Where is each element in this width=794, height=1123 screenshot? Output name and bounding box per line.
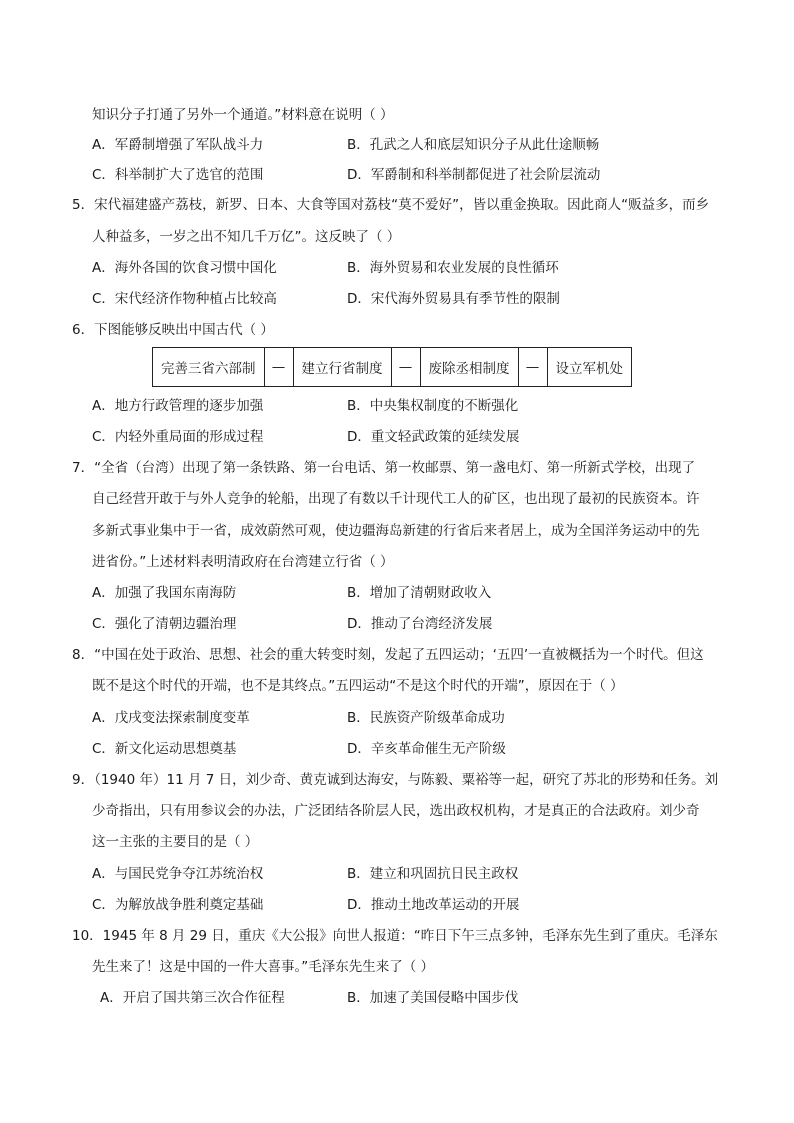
- q6-option-c: C．内轻外重局面的形成过程: [92, 429, 264, 445]
- q9-option-a: A．与国民党争夺江苏统治权: [92, 866, 264, 882]
- question-5-stem: 5．宋代福建盛产荔枝，新罗、日本、大食等国对荔枝“莫不爱好”，皆以重金换取。因此商人“贩益多，而乡: [72, 197, 710, 213]
- q8-option-c: C．新文化运动思想奠基: [92, 741, 237, 757]
- flow-dash-3: —: [519, 347, 547, 387]
- q5-option-d: D．宋代海外贸易具有季节性的限制: [347, 291, 560, 307]
- question-6-stem: 6．下图能够反映出中国古代（ ）: [72, 322, 274, 338]
- question-8-stem-cont: 既不是这个时代的开端，也不是其终点。”五四运动“不是这个时代的开端”，原因在于（ ）: [92, 678, 624, 694]
- q7-option-b: B．增加了清朝财政收入: [347, 585, 492, 601]
- question-9-stem-cont: 这一主张的主要目的是（ ）: [92, 834, 259, 850]
- q7-option-d: D．推动了台湾经济发展: [347, 616, 493, 632]
- q5-option-b: B．海外贸易和农业发展的良性循环: [347, 260, 559, 276]
- question-7-stem-cont: 进省份。”上述材料表明清政府在台湾建立行省（ ）: [92, 554, 394, 570]
- q5-option-c: C．宋代经济作物种植占比较高: [92, 291, 277, 307]
- option-d: D．军爵制和科举制都促进了社会阶层流动: [347, 167, 601, 183]
- q6-option-b: B．中央集权制度的不断强化: [347, 398, 519, 414]
- flow-dash-2: —: [392, 347, 420, 387]
- flow-box-2: 建立行省制度: [293, 347, 392, 387]
- question-5-stem-cont: 人种益多，一岁之出不知几千万亿”。这反映了（ ）: [92, 229, 401, 245]
- question-9-stem-cont: 少奇指出，只有用参议会的办法，广泛团结各阶层人民，选出政权机构，才是真正的合法政府。刘少奇: [92, 803, 700, 819]
- question-7-stem: 7．“全省（台湾）出现了第一条铁路、第一台电话、第一枚邮票、第一盏电灯、第一所新式学校，出现了: [72, 460, 696, 476]
- q6-option-d: D．重文轻武政策的延续发展: [347, 429, 520, 445]
- q10-option-b: B．加速了美国侵略中国步伐: [347, 990, 519, 1006]
- question-7-stem-cont: 多新式事业集中于一省，成效蔚然可观，使边疆海岛新建的行省后来者居上，成为全国洋务运动中的先: [92, 523, 700, 539]
- flow-box-3: 废除丞相制度: [420, 347, 519, 387]
- q8-option-b: B．民族资产阶级革命成功: [347, 710, 505, 726]
- question-8-stem: 8．“中国在处于政治、思想、社会的重大转变时刻，发起了五四运动；‘五四’一直被概括为一个时代。但这: [72, 647, 704, 663]
- flow-box-1: 完善三省六部制: [152, 347, 265, 387]
- q10-option-a: A．开启了国共第三次合作征程: [100, 990, 285, 1006]
- option-c: C．科举制扩大了选官的范围: [92, 167, 264, 183]
- q6-flow-diagram: [152, 347, 632, 387]
- q9-option-c: C．为解放战争胜利奠定基础: [92, 897, 264, 913]
- q6-option-a: A．地方行政管理的逐步加强: [92, 398, 264, 414]
- q9-option-d: D．推动土地改革运动的开展: [347, 897, 520, 913]
- question-10-stem-cont: 先生来了！这是中国的一件大喜事。”毛泽东先生来了（ ）: [92, 959, 435, 975]
- q5-option-a: A．海外各国的饮食习惯中国化: [92, 260, 277, 276]
- q7-option-c: C．强化了清朝边疆治理: [92, 616, 237, 632]
- q8-option-d: D．辛亥革命催生无产阶级: [347, 741, 506, 757]
- flow-box-4: 设立军机处: [547, 347, 633, 387]
- question-9-stem: 9．（1940 年）11 月 7 日，刘少奇、黄克诚到达海安，与陈毅、粟裕等一起，研究了苏北的形势和任务。刘: [72, 772, 719, 788]
- question-10-stem: 10．1945 年 8 月 29 日，重庆《大公报》向世人报道：“昨日下午三点多钟，毛泽东先生到了重庆。毛泽东: [72, 928, 718, 944]
- q8-option-a: A．戊戌变法探索制度变革: [92, 710, 250, 726]
- option-a: A．军爵制增强了军队战斗力: [92, 137, 264, 153]
- q9-option-b: B．建立和巩固抗日民主政权: [347, 866, 519, 882]
- flow-dash-1: —: [265, 347, 293, 387]
- question-7-stem-cont: 自己经营开敢于与外人竞争的轮船，出现了有数以千计现代工人的矿区，也出现了最初的民族资本。许: [92, 491, 700, 507]
- question-text-line: 知识分子打通了另外一个通道。”材料意在说明（ ）: [92, 107, 394, 123]
- q7-option-a: A．加强了我国东南海防: [92, 585, 237, 601]
- option-b: B．孔武之人和底层知识分子从此仕途顺畅: [347, 137, 600, 153]
